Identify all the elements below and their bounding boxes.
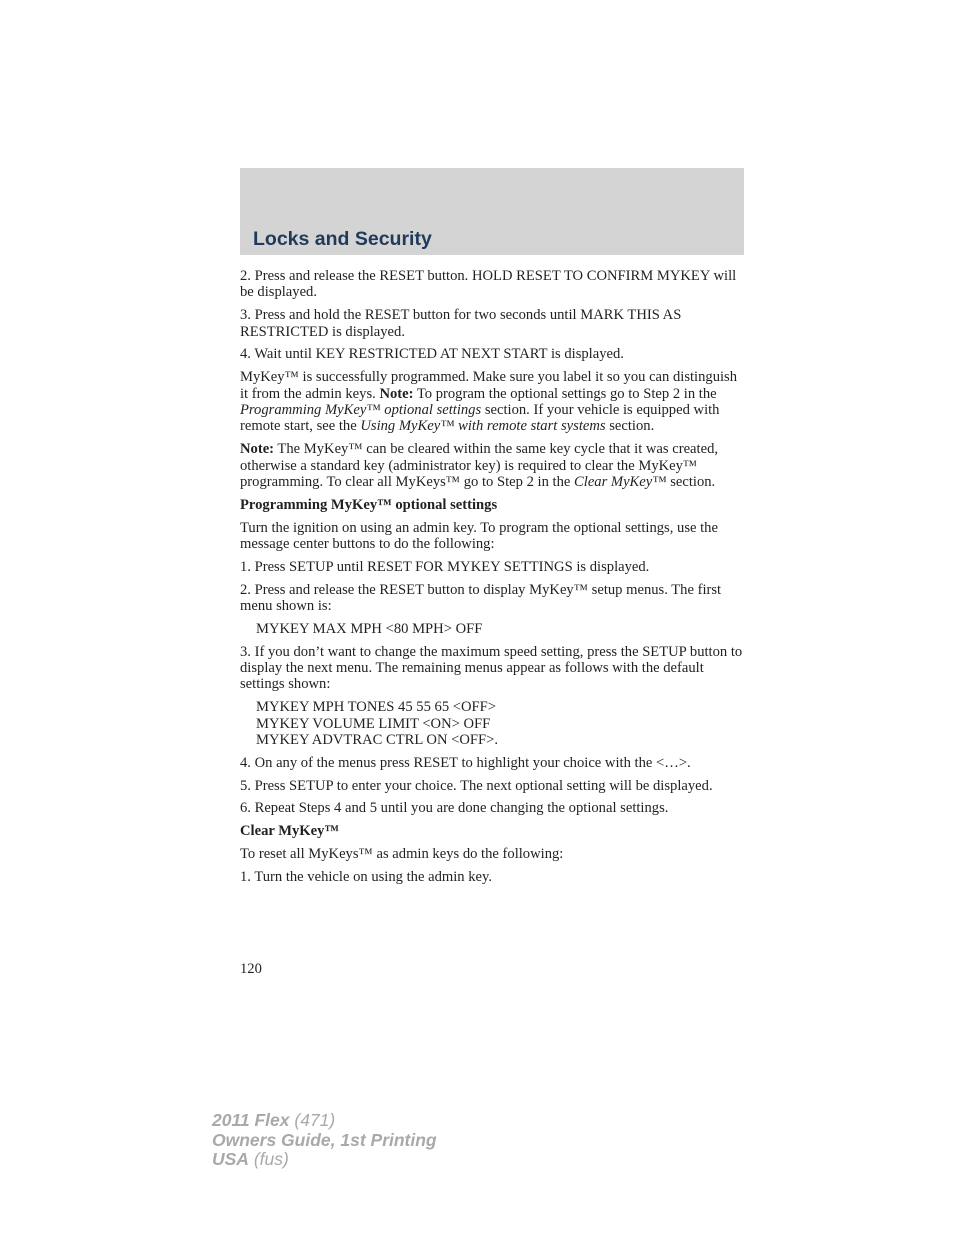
- paragraph: 5. Press SETUP to enter your choice. The next optional setting will be displayed.: [240, 777, 713, 794]
- cross-reference: Programming MyKey™ optional settings: [240, 402, 482, 419]
- paragraph: 2. Press and release the RESET button. HOLD RESET TO CONFIRM MYKEY will be displayed.: [240, 268, 737, 301]
- cross-reference: Using MyKey™ with remote start systems: [360, 418, 606, 435]
- subheading: Programming MyKey™ optional settings: [240, 496, 498, 513]
- text-run: To program the optional settings go to Step 2 in the: [413, 385, 717, 402]
- text-run: section. If your vehicle is equipped with remote start, see the: [240, 402, 720, 435]
- text-run: section.: [605, 418, 655, 435]
- text-run: The MyKey™ can be cleared within the same key cycle that it was created, otherwise a standard key (administrator key) is required to clear the MyKey™ programming. To clear all MyKeys™ go to Step 2 in the: [240, 441, 719, 491]
- paragraph: 4. Wait until KEY RESTRICTED AT NEXT START is displayed.: [240, 346, 624, 363]
- page-number: 120: [240, 961, 262, 977]
- text-run: section.: [666, 474, 716, 491]
- paragraph: 6. Repeat Steps 4 and 5 until you are done changing the optional settings.: [240, 800, 669, 817]
- footer-line-guide: [212, 1131, 437, 1151]
- cross-reference: Clear MyKey™: [574, 474, 667, 491]
- footer-imprint: [212, 1111, 437, 1170]
- footer-line-model: [212, 1111, 437, 1131]
- paragraph: 3. If you don’t want to change the maximum speed setting, press the SETUP button to display the next menu. The remaining menus appear as follows with the default settings shown:: [240, 643, 743, 693]
- footer-market-code: (fus): [253, 1149, 289, 1169]
- paragraph: To reset all MyKeys™ as admin keys do the following:: [240, 846, 564, 863]
- paragraph: [240, 441, 746, 490]
- footer-guide: Owners Guide, 1st Printing: [212, 1129, 437, 1150]
- paragraph: 1. Press SETUP until RESET FOR MYKEY SETTINGS is displayed.: [240, 558, 650, 575]
- paragraph: 3. Press and hold the RESET button for two seconds until MARK THIS AS RESTRICTED is displayed.: [240, 307, 682, 340]
- paragraph: Turn the ignition on using an admin key. To program the optional settings, use the message center buttons to do the following:: [240, 519, 718, 553]
- footer-line-market: [212, 1150, 437, 1170]
- paragraph: 4. On any of the menus press RESET to highlight your choice with the <…>.: [240, 754, 691, 771]
- footer-model: 2011 Flex: [212, 1110, 290, 1130]
- menu-display-line: MYKEY MAX MPH <80 MPH> OFF: [256, 620, 483, 637]
- note-label: Note:: [379, 385, 414, 402]
- paragraph: 2. Press and release the RESET button to display MyKey™ setup menus. The first menu shown is:: [240, 581, 722, 615]
- text-run: MyKey™ is successfully programmed. Make sure you label it so you can distinguish it from the admin keys.: [240, 369, 738, 402]
- paragraph: [240, 369, 746, 435]
- footer-model-code: (471): [294, 1110, 336, 1130]
- menu-display-line: MYKEY ADVTRAC CTRL ON <OFF>.: [256, 732, 499, 749]
- subheading: Clear MyKey™: [240, 823, 340, 840]
- footer-market: USA: [212, 1149, 249, 1169]
- paragraph: 1. Turn the vehicle on using the admin key.: [240, 868, 492, 885]
- section-title: Locks and Security: [253, 228, 432, 250]
- section-header-band: [240, 168, 744, 255]
- menu-display-line: MYKEY MPH TONES 45 55 65 <OFF>: [256, 699, 496, 716]
- menu-display-line: MYKEY VOLUME LIMIT <ON> OFF: [256, 715, 491, 732]
- note-label: Note:: [240, 441, 275, 458]
- body-text: [240, 268, 746, 885]
